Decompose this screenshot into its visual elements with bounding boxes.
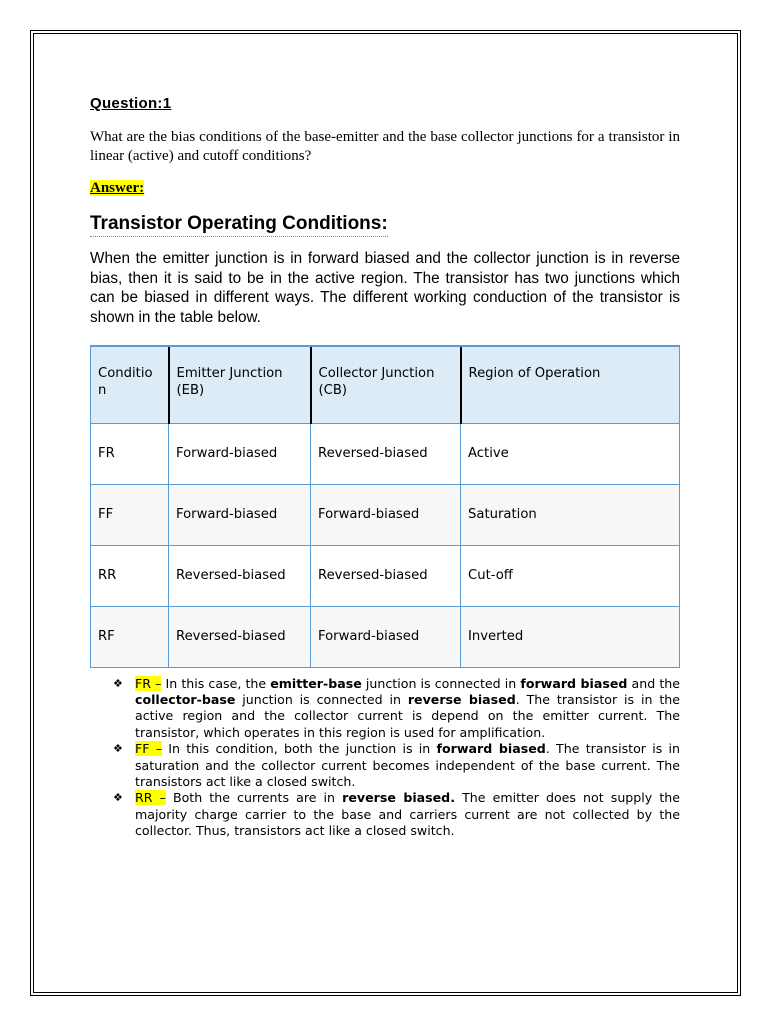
note-text: The emitter does not supply the majority charge carrier to the base and carriers current are not collected by the collector. Thus, transistors act like a closed switch.: [135, 790, 680, 839]
header-collector-junction: Collector Junction (CB): [311, 346, 461, 423]
note-text: junction is connected in: [361, 675, 521, 691]
table-row: [91, 606, 680, 667]
section-heading: Transistor Operating Conditions:: [90, 213, 388, 237]
cell-region: Active: [461, 423, 680, 484]
question-text: What are the bias conditions of the base-emitter and the base collector junctions for a transistor in linear (active) and cutoff conditions?: [90, 129, 680, 164]
note-text: In this case, the: [161, 675, 271, 691]
cell-condition: RF: [91, 606, 169, 667]
cell-collector: Reversed-biased: [311, 545, 461, 606]
table-header-row: [91, 346, 680, 423]
cell-collector: Reversed-biased: [311, 423, 461, 484]
note-text: In this condition, both the junction is in: [162, 741, 437, 757]
answer-label: [90, 180, 680, 197]
note-text: . The transistor is in saturation and the collector current becomes independent of the base current. The transistors act like a closed switch.: [135, 741, 680, 789]
note-text: junction is connected in: [235, 691, 408, 707]
note-bold: forward biased: [436, 741, 546, 757]
note-text: Both the currents are in: [165, 790, 343, 806]
note-label: FF –: [135, 741, 163, 757]
diamond-bullet-icon: ❖: [113, 791, 123, 805]
diamond-bullet-icon: ❖: [113, 676, 123, 690]
list-item: [113, 675, 680, 742]
note-label: FR –: [135, 675, 162, 691]
conditions-table: [90, 345, 680, 668]
answer-label-text: Answer:: [90, 180, 145, 196]
note-bold: reverse biased.: [342, 790, 455, 806]
diamond-bullet-icon: ❖: [113, 742, 123, 756]
header-emitter-junction: Emitter Junction (EB): [169, 346, 311, 423]
document-content: [90, 95, 680, 840]
note-text: and the: [627, 675, 680, 691]
table-row: [91, 545, 680, 606]
header-region: Region of Operation: [461, 346, 680, 423]
note-bold: collector-base: [135, 691, 236, 707]
notes-list: [90, 676, 680, 840]
cell-condition: FR: [91, 423, 169, 484]
cell-condition: FF: [91, 484, 169, 545]
header-condition: Conditio n: [91, 346, 169, 423]
cell-emitter: Reversed-biased: [169, 545, 311, 606]
intro-paragraph: When the emitter junction is in forward biased and the collector junction is in reverse bias, then it is said to be in the active region. The transistor has two junctions which can be biased in different ways. The different working conduction of the transistor is shown in the table below.: [90, 250, 680, 326]
note-bold: emitter-base: [270, 675, 362, 691]
cell-condition: RR: [91, 545, 169, 606]
note-bold: forward biased: [520, 675, 628, 691]
cell-emitter: Forward-biased: [169, 423, 311, 484]
table-row: [91, 484, 680, 545]
cell-region: Saturation: [461, 484, 680, 545]
cell-emitter: Forward-biased: [169, 484, 311, 545]
note-bold: reverse biased: [407, 691, 516, 707]
cell-collector: Forward-biased: [311, 606, 461, 667]
table-row: [91, 423, 680, 484]
note-label: RR –: [135, 790, 166, 806]
list-item: [113, 790, 680, 839]
cell-region: Cut-off: [461, 545, 680, 606]
question-title: Question:1: [90, 95, 172, 112]
cell-emitter: Reversed-biased: [169, 606, 311, 667]
list-item: [113, 741, 680, 790]
cell-region: Inverted: [461, 606, 680, 667]
note-text: . The transistor is in the active region and the collector current is depend on the emitter current. The transistor, which operates in this region is used for amplification.: [135, 691, 680, 740]
cell-collector: Forward-biased: [311, 484, 461, 545]
